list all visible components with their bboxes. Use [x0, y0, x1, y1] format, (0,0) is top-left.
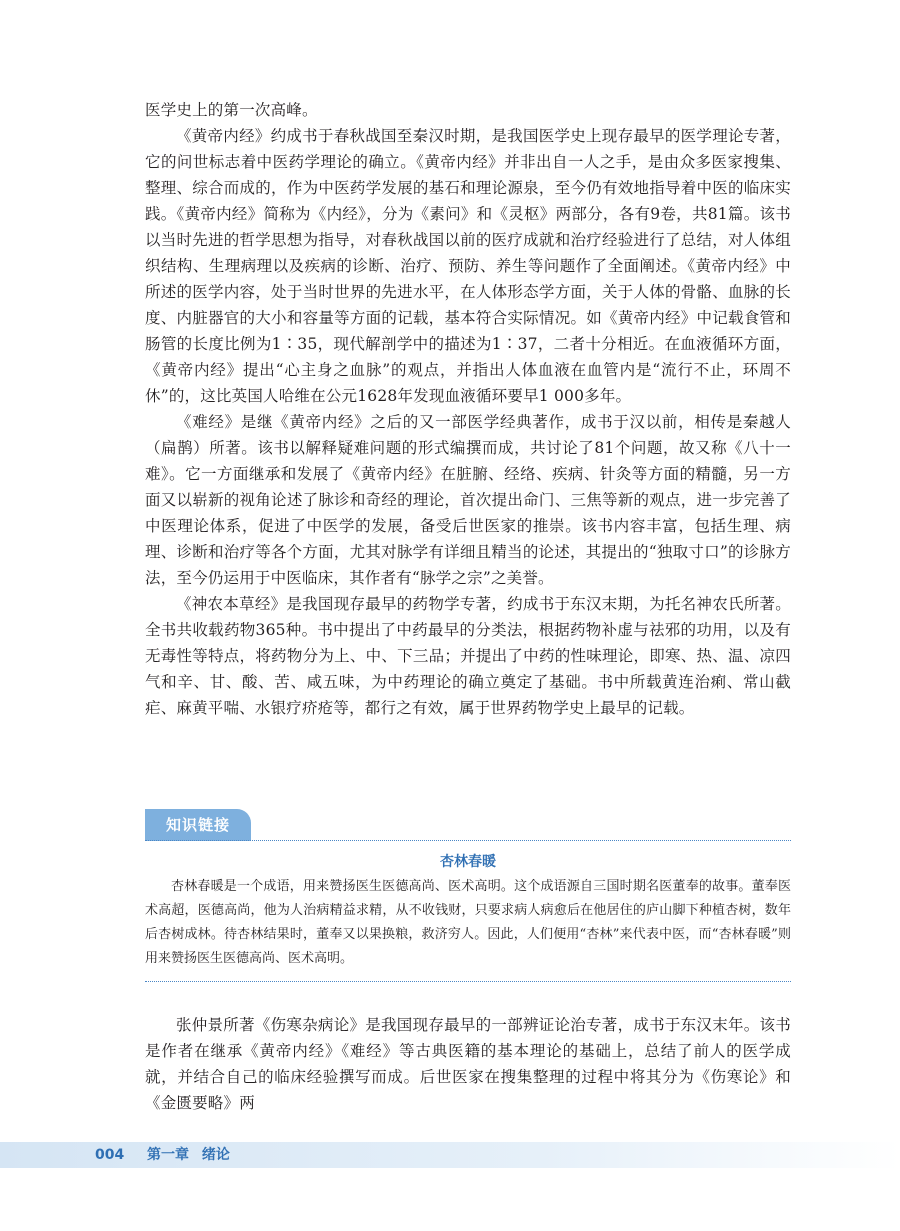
body-text-bottom	[145, 1012, 791, 1116]
paragraph-shanghan-zabing: 张仲景所著《伤寒杂病论》是我国现存最早的一部辨证论治专著，成书于东汉末年。该书是作者在继承《黄帝内经》《难经》等古典医籍的基本理论的基础上，总结了前人的医学成就，并结合自己的临床经验撰写而成。后世医家在搜集整理的过程中将其分为《伤寒论》和《金匮要略》两	[145, 1016, 791, 1112]
paragraph-shennong-bencao: 《神农本草经》是我国现存最早的药物学专著，约成书于东汉末期，为托名神农氏所著。全书共收载药物365种。书中提出了中药最早的分类法，根据药物补虚与祛邪的功用，以及有无毒性等特点，将药物分为上、中、下三品；并提出了中药的性味理论，即寒、热、温、凉四气和辛、甘、酸、苦、咸五味，为中药理论的确立奠定了基础。书中所载黄连治痢、常山截疟、麻黄平喘、水银疗疥疮等，都行之有效，属于世界药物学史上最早的记载。	[145, 595, 791, 717]
body-text-top	[145, 97, 791, 721]
footer-bar	[0, 1142, 900, 1168]
knowledge-link-box	[145, 809, 791, 989]
knowledge-link-bottom-divider	[145, 981, 791, 982]
knowledge-link-text: 杏林春暖是一个成语，用来赞扬医生医德高尚、医术高明。这个成语源自三国时期名医董奉的故事。董奉医术高超，医德高尚，他为人治病精益求精，从不收钱财，只要求病人病愈后在他居住的庐山脚下种植杏树，数年后杏树成林。待杏林结果时，董奉又以果换粮，救济穷人。因此，人们便用“杏林”来代表中医，而“杏林春暖”则用来赞扬医生医德高尚、医术高明。	[145, 879, 791, 966]
paragraph-nanjing: 《难经》是继《黄帝内经》之后的又一部医学经典著作，成书于汉以前，相传是秦越人（扁鹊）所著。该书以解释疑难问题的形式编撰而成，共讨论了81个问题，故又称《八十一难》。它一方面继承和发展了《黄帝内经》在脏腑、经络、疾病、针灸等方面的精髓，另一方面又以崭新的视角论述了脉诊和奇经的理论，首次提出命门、三焦等新的观点，进一步完善了中医理论体系，促进了中医学的发展，备受后世医家的推崇。该书内容丰富，包括生理、病理、诊断和治疗等各个方面，尤其对脉学有详细且精当的论述，其提出的“独取寸口”的诊脉方法，至今仍运用于中医临床，其作者有“脉学之宗”之美誉。	[145, 413, 791, 587]
knowledge-link-tab: 知识链接	[145, 809, 251, 841]
knowledge-link-title: 杏林春暖	[440, 854, 496, 870]
paragraph-huangdi-neijing: 《黄帝内经》约成书于春秋战国至秦汉时期，是我国医学史上现存最早的医学理论专著，它的问世标志着中医药学理论的确立。《黄帝内经》并非出自一人之手，是由众多医家搜集、整理、综合而成的，作为中医药学发展的基石和理论源泉，至今仍有效地指导着中医的临床实践。《黄帝内经》简称为《内经》，分为《素问》和《灵枢》两部分，各有9卷，共81篇。该书以当时先进的哲学思想为指导，对春秋战国以前的医疗成就和治疗经验进行了总结，对人体组织结构、生理病理以及疾病的诊断、治疗、预防、养生等问题作了全面阐述。《黄帝内经》中所述的医学内容，处于当时世界的先进水平，在人体形态学方面，关于人体的骨骼、血脉的长度、内脏器官的大小和容量等方面的记载，基本符合实际情况。如《黄帝内经》中记载食管和肠管的长度比例为1∶35，现代解剖学中的描述为1∶37，二者十分相近。在血液循环方面，《黄帝内经》提出“心主身之血脉”的观点，并指出人体血液在血管内是“流行不止，环周不休”的，这比英国人哈维在公元1628年发现血液循环要早1 000多年。	[145, 127, 791, 405]
paragraph-continuation: 医学史上的第一次高峰。	[145, 101, 318, 119]
page-number: 004	[95, 1147, 125, 1163]
chapter-title: 第一章 绪论	[147, 1147, 230, 1163]
knowledge-link-top-divider	[145, 840, 791, 841]
